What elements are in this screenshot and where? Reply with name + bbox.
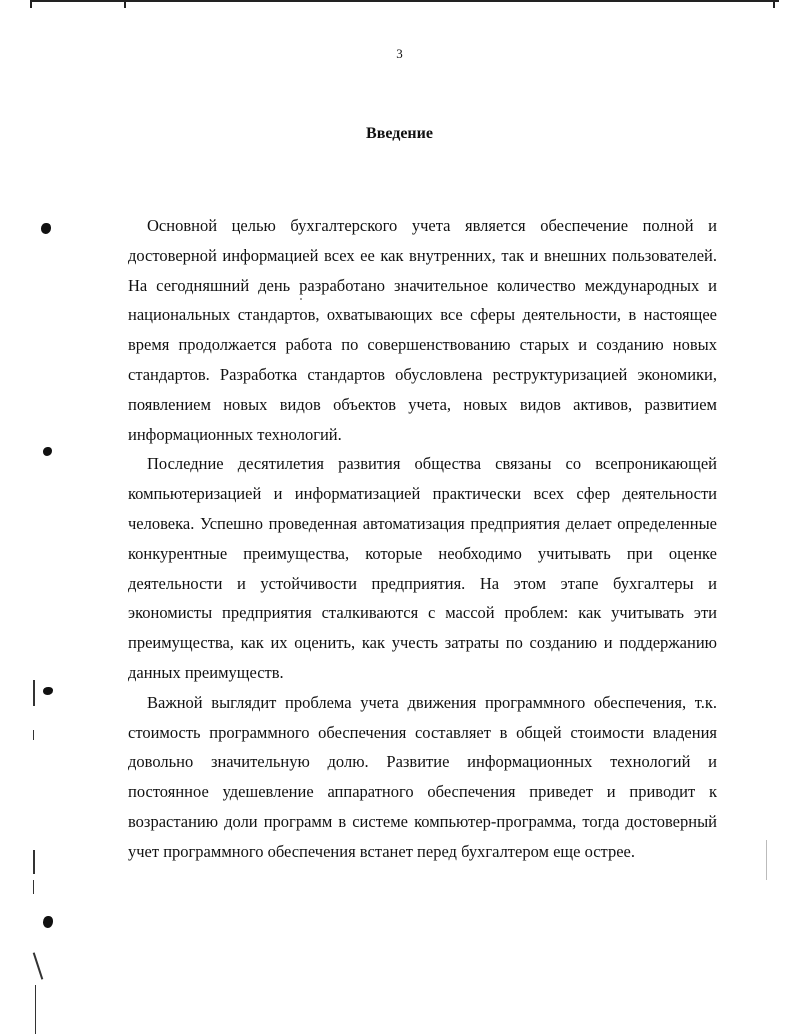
- scan-edge-line: [33, 730, 34, 740]
- scan-speck: [766, 840, 767, 880]
- scan-edge-line: [33, 952, 44, 979]
- paragraph: Последние десятилетия развития общества связаны со всепроникающей компьютеризацией и информатизацией практически всех сфер деятельности человека. Успешно проведенная автоматизация предприятия делает определенные конкурентные преимущества, которые необходимо учитывать при оценке деятельности и устойчивости предприятия. На этом этапе бухгалтеры и экономисты предприятия сталкиваются с массой проблем: как учитывать эти преимущества, как их оценить, как учесть затраты по созданию и поддержанию данных преимуществ.: [128, 454, 717, 682]
- scan-border-tick: [124, 0, 126, 8]
- body-text: [128, 211, 717, 867]
- scan-top-border: [30, 0, 779, 2]
- scan-edge-line: [33, 850, 35, 874]
- binder-hole-mark: [43, 687, 53, 695]
- scan-border-tick: [30, 0, 32, 8]
- paragraph: Важной выглядит проблема учета движения программного обеспечения, т.к. стоимость программного обеспечения составляет в общей стоимости владения довольно значительную долю. Развитие информационных технологий и постоянное удешевление аппаратного обеспечения приведет и приводит к возрастанию доли программ в системе компьютер-программа, тогда достоверный учет программного обеспечения встанет перед бухгалтером еще острее.: [128, 692, 717, 861]
- binder-hole-mark: [41, 223, 51, 234]
- binder-hole-mark: [43, 447, 52, 456]
- scan-speck: [300, 298, 302, 300]
- binder-hole-mark: [43, 916, 53, 928]
- scan-edge-line: [35, 985, 36, 1034]
- page-number: 3: [396, 46, 403, 61]
- scan-edge-line: [33, 680, 35, 706]
- scan-border-tick: [773, 0, 775, 8]
- section-heading: Введение: [366, 125, 433, 142]
- paragraph: Основной целью бухгалтерского учета является обеспечение полной и достоверной информацией всех ее как внутренних, так и внешних пользователей. На сегодняшний день разработано значительное количество международных и национальных стандартов, охватывающих все сферы деятельности, в настоящее время продолжается работа по совершенствованию старых и созданию новых стандартов. Разработка стандартов обусловлена реструктуризацией экономики, появлением новых видов объектов учета, новых видов активов, развитием информационных технологий.: [128, 216, 717, 444]
- scan-edge-line: [33, 880, 34, 894]
